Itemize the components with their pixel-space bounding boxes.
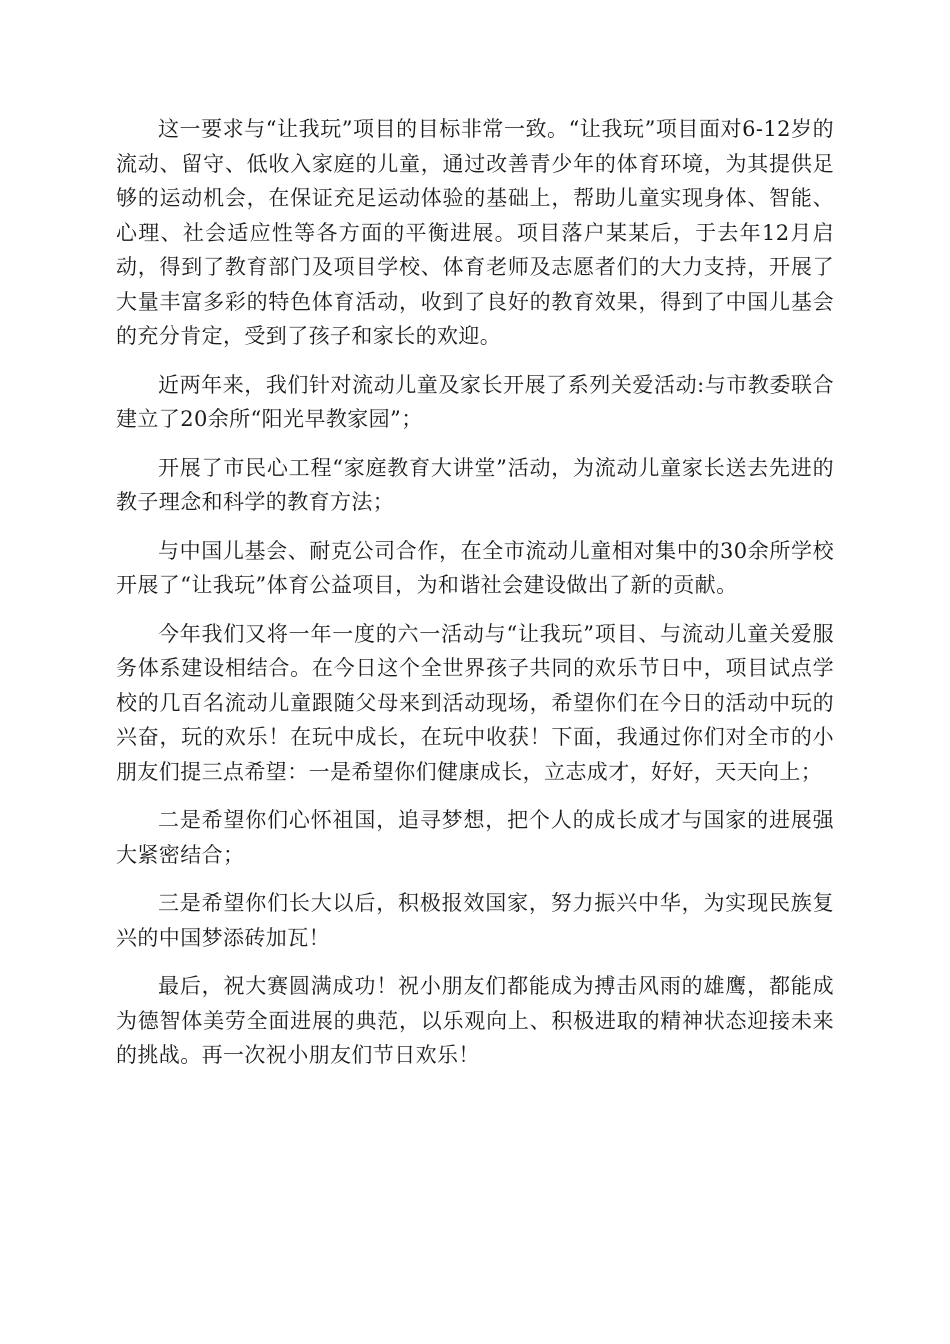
paragraph-7: 三是希望你们长大以后，积极报效国家，努力振兴中华，为实现民族复兴的中国梦添砖加瓦！ (116, 891, 834, 950)
paragraph-2: 近两年来，我们针对流动儿童及家长开展了系列关爱活动:与市教委联合建立了20余所“阳光早教家园”； (116, 372, 834, 431)
paragraph-1: 这一要求与“让我玩”项目的目标非常一致。“让我玩”项目面对6-12岁的流动、留守、低收入家庭的儿童，通过改善青少年的体育环境，为其提供足够的运动机会，在保证充足运动体验的基础上，帮助儿童实现身体、智能、心理、社会适应性等各方面的平衡进展。项目落户某某后，于去年12月启动，得到了教育部门及项目学校、体育老师及志愿者们的大力支持，开展了大量丰富多彩的特色体育活动，收到了良好的教育效果，得到了中国儿基会的充分肯定，受到了孩子和家长的欢迎。 (116, 117, 834, 348)
paragraph-6: 二是希望你们心怀祖国，追寻梦想，把个人的成长成才与国家的进展强大紧密结合； (116, 808, 834, 867)
paragraph-5: 今年我们又将一年一度的六一活动与“让我玩”项目、与流动儿童关爱服务体系建设相结合。在今日这个全世界孩子共同的欢乐节日中，项目试点学校的几百名流动儿童跟随父母来到活动现场，希望你们在今日的活动中玩的兴奋，玩的欢乐！在玩中成长，在玩中收获！下面，我通过你们对全市的小朋友们提三点希望：一是希望你们健康成长，立志成才，好好，天天向上； (116, 621, 834, 784)
paragraph-8: 最后，祝大赛圆满成功！祝小朋友们都能成为搏击风雨的雄鹰，都能成为德智体美劳全面进展的典范，以乐观向上、积极进取的精神状态迎接未来的挑战。再一次祝小朋友们节日欢乐！ (116, 974, 834, 1067)
paragraph-3: 开展了市民心工程“家庭教育大讲堂”活动，为流动儿童家长送去先进的教子理念和科学的教育方法； (116, 455, 834, 514)
paragraph-4: 与中国儿基会、耐克公司合作，在全市流动儿童相对集中的30余所学校开展了“让我玩”体育公益项目，为和谐社会建设做出了新的贡献。 (116, 538, 834, 597)
